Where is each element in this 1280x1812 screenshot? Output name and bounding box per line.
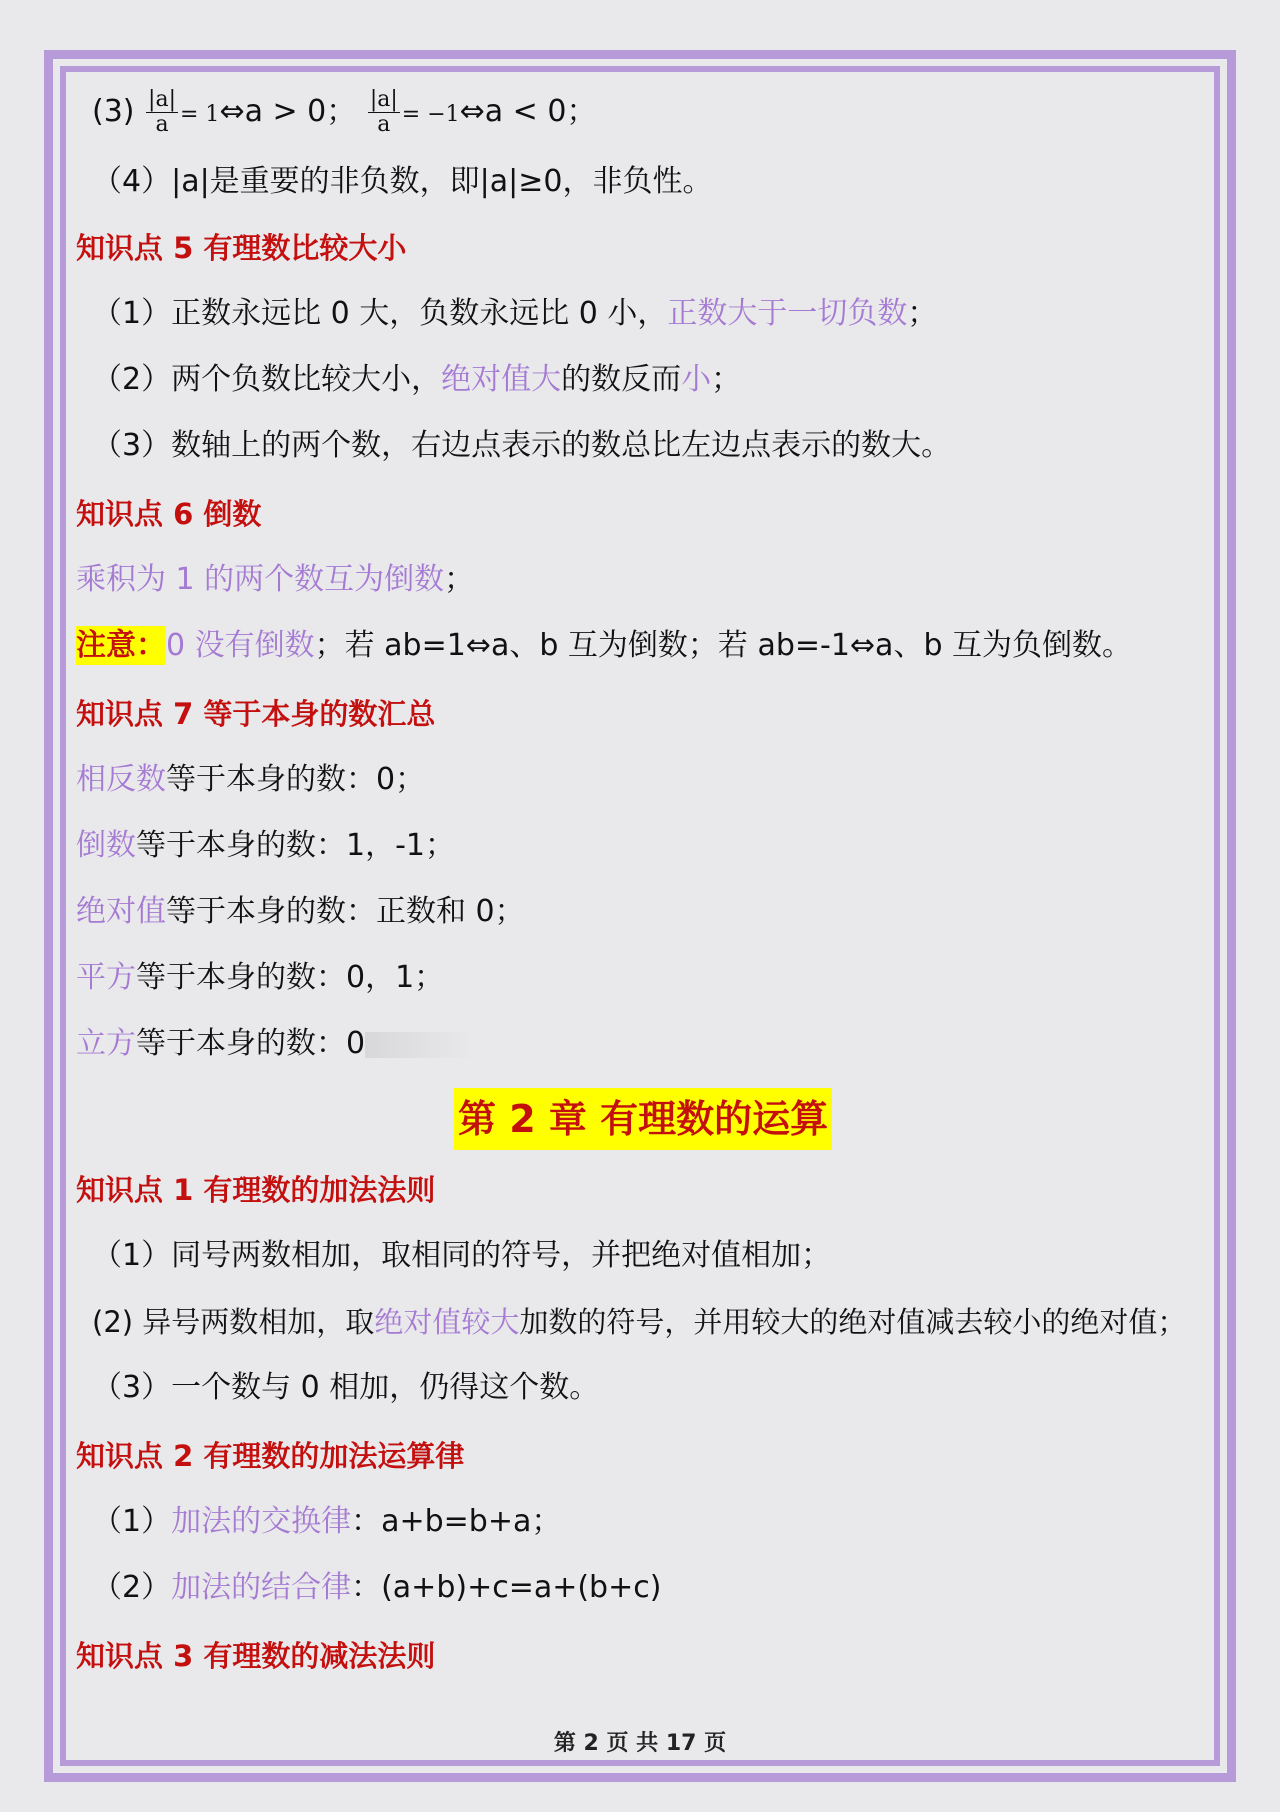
kp7-row: [76, 1022, 475, 1066]
key-term: 平方: [76, 960, 136, 995]
kp7-row: [76, 956, 444, 1000]
kp5-item-1: [92, 292, 937, 336]
item-number: (3): [92, 94, 135, 129]
text: 等于本身的数：1，-1；: [136, 828, 455, 863]
implies-negative: ⇔a < 0；: [459, 94, 597, 129]
c2kp1-item-1: （1）同号两数相加，取相同的符号，并把绝对值相加；: [92, 1238, 832, 1273]
key-term: 绝对值: [76, 894, 166, 929]
section-heading-c2kp2: 知识点 2 有理数的加法运算律: [76, 1439, 465, 1473]
text: （1）正数永远比 0 大，负数永远比 0 小，: [92, 296, 668, 331]
text: （1）: [92, 1504, 172, 1539]
fraction-denominator: a: [377, 112, 391, 137]
key-term: 绝对值大: [441, 362, 562, 397]
text: ：a+b=b+a；: [351, 1504, 562, 1539]
c2kp1-item-2: [92, 1300, 1186, 1344]
key-term: 相反数: [76, 762, 166, 797]
section-heading-kp6: 知识点 6 倒数: [76, 497, 262, 531]
document-page: [76, 78, 1204, 1758]
smudge-mark: [365, 1032, 475, 1058]
kp7-row: [76, 758, 425, 802]
c2kp2-item-1: [92, 1500, 561, 1544]
kp5-item-2: [92, 358, 741, 402]
abs-property-4: （4）|a|是重要的非负数，即|a|≥0，非负性。: [92, 164, 713, 199]
text: （2）: [92, 1570, 172, 1605]
chapter-title: 第 2 章 有理数的运算: [454, 1088, 832, 1150]
kp7-row: [76, 890, 525, 934]
key-term: 绝对值较大: [374, 1305, 520, 1339]
key-term: 加法的交换律: [171, 1504, 352, 1539]
page-footer: 第 2 页 共 17 页: [553, 1731, 727, 1756]
key-term: 乘积为 1 的两个数互为倒数: [76, 562, 445, 597]
text: （2）两个负数比较大小，: [92, 362, 442, 397]
text: 等于本身的数：正数和 0；: [166, 894, 525, 929]
kp6-note: [76, 624, 1132, 668]
section-heading-c2kp3: 知识点 3 有理数的减法法则: [76, 1639, 436, 1673]
kp7-row: [76, 824, 455, 868]
section-heading-kp7: 知识点 7 等于本身的数汇总: [76, 697, 436, 731]
note-label: 注意：: [76, 628, 166, 663]
key-term: 正数大于一切负数: [667, 296, 908, 331]
text: 等于本身的数：0；: [166, 762, 426, 797]
c2kp2-item-2: [92, 1566, 661, 1610]
implies-positive: ⇔a > 0；: [219, 94, 357, 129]
text: ；: [907, 296, 938, 331]
kp5-item-3: （3）数轴上的两个数，右边点表示的数总比左边点表示的数大。: [92, 428, 952, 463]
fraction-abs-a-over-a: [146, 88, 178, 137]
key-term: 立方: [76, 1026, 136, 1061]
key-term: 加法的结合律: [171, 1570, 352, 1605]
fraction-numerator: |a|: [148, 87, 176, 112]
key-term: 倒数: [76, 828, 136, 863]
text: ：(a+b)+c=a+(b+c): [351, 1570, 662, 1605]
section-heading-kp5: 知识点 5 有理数比较大小: [76, 231, 407, 265]
abs-property-3: [92, 88, 596, 137]
text: ；若 ab=1⇔a、b 互为倒数；若 ab=-1⇔a、b 互为负倒数。: [314, 628, 1133, 663]
fraction-denominator: a: [155, 112, 169, 137]
equals-minus-one: = −1: [401, 102, 460, 127]
text: (2) 异号两数相加，取: [92, 1305, 375, 1339]
section-heading-c2kp1: 知识点 1 有理数的加法法则: [76, 1173, 436, 1207]
fraction-abs-a-over-a-2: [368, 88, 400, 137]
equals-one: = 1: [180, 102, 220, 127]
text: 加数的符号，并用较大的绝对值减去较小的绝对值；: [519, 1305, 1187, 1339]
fraction-numerator: |a|: [369, 87, 398, 112]
text: 等于本身的数：0，1；: [136, 960, 445, 995]
text: ；: [711, 362, 742, 397]
text: 等于本身的数：0: [136, 1026, 366, 1061]
c2kp1-item-3: （3）一个数与 0 相加，仍得这个数。: [92, 1370, 600, 1405]
key-term: 小: [681, 362, 712, 397]
key-term: 0 没有倒数: [166, 628, 315, 663]
text: 的数反而: [561, 362, 682, 397]
text: ；: [444, 562, 475, 597]
kp6-definition: [76, 558, 474, 602]
